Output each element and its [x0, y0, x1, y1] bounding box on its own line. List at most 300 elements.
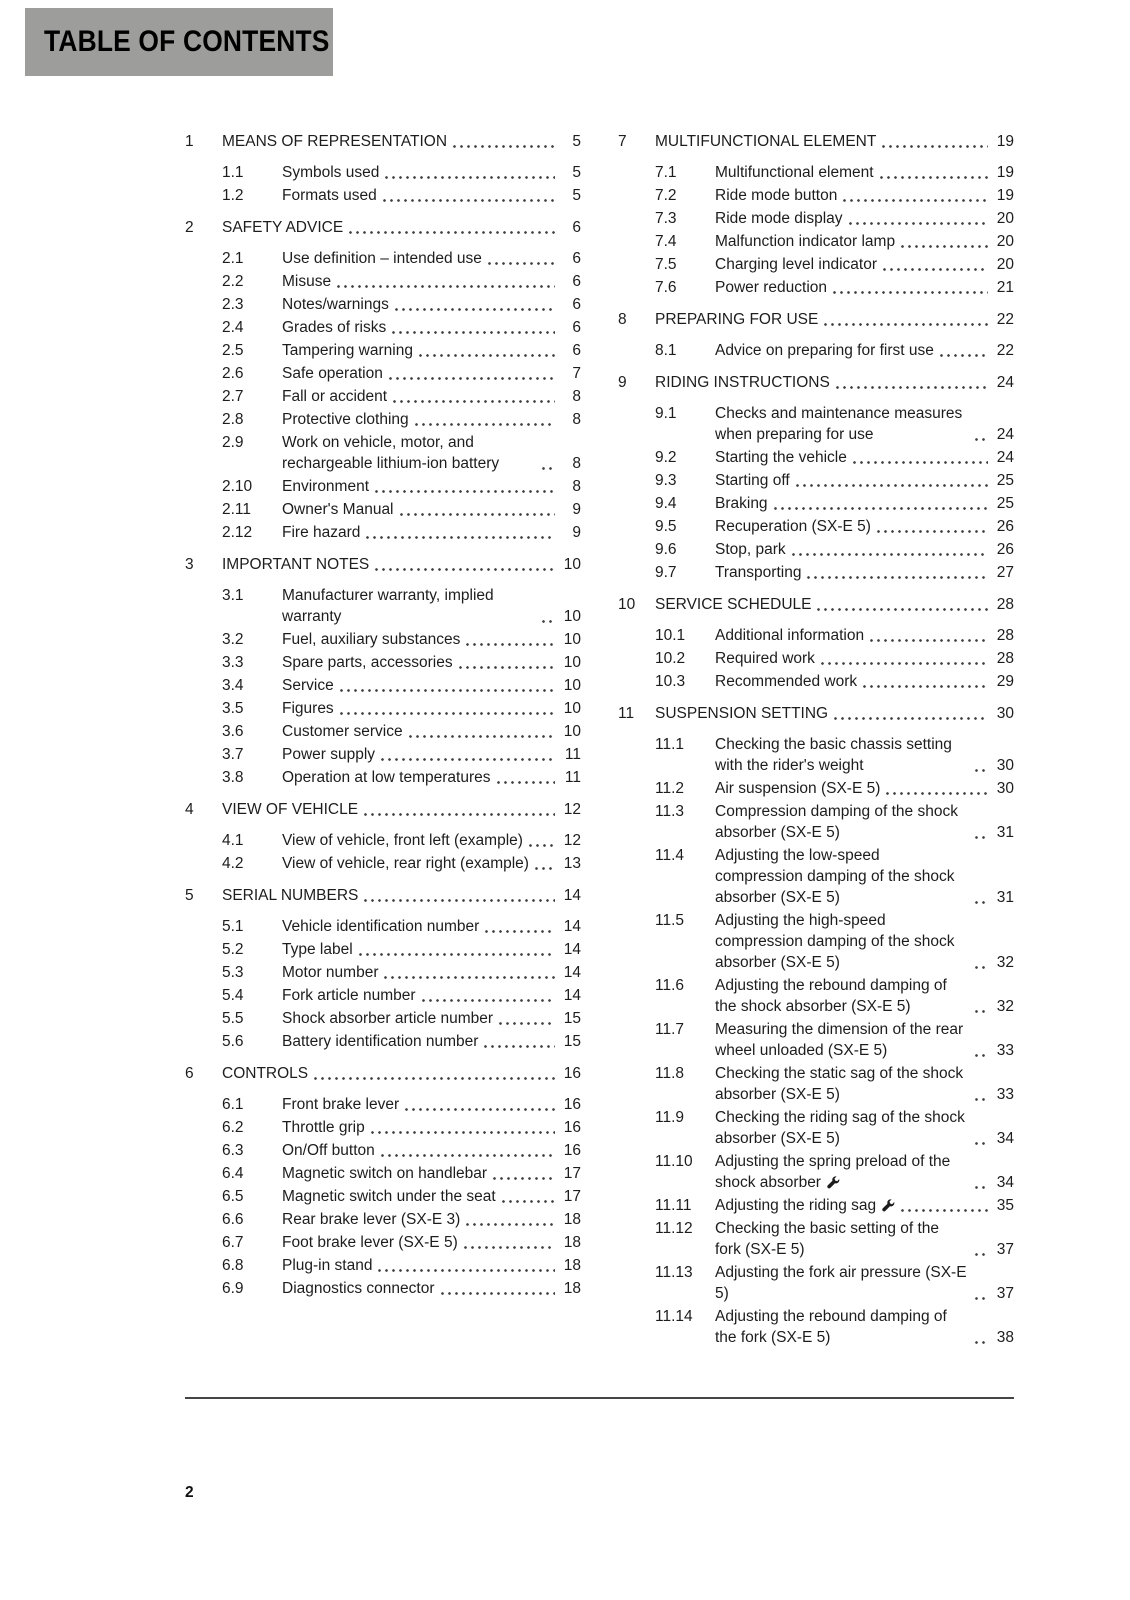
entry-number: 3.5 — [222, 700, 244, 717]
entry-page-number: 12 — [563, 832, 581, 849]
entry-page-number: 33 — [996, 1042, 1014, 1059]
dot-leader — [383, 975, 555, 980]
entry-number: 7.4 — [655, 233, 677, 250]
dot-leader — [773, 506, 988, 511]
entry-title: Manufacturer warranty, implied warranty — [282, 587, 494, 625]
dot-leader — [380, 1153, 555, 1158]
toc-sub-entry — [185, 1209, 581, 1230]
entry-title: Power supply — [282, 746, 376, 763]
dot-leader — [974, 900, 988, 905]
entry-page-number: 10 — [563, 556, 581, 573]
dot-leader — [394, 307, 555, 312]
dot-leader — [848, 221, 988, 226]
entry-title: Checking the basic setting of the fork (SX-E 5) — [715, 1220, 940, 1258]
entry-number: 3.3 — [222, 654, 244, 671]
entry-number: 1 — [185, 133, 194, 150]
toc-sub-entry — [618, 801, 1014, 843]
page-number: 2 — [185, 1484, 194, 1501]
entry-page-number: 17 — [563, 1165, 581, 1182]
entry-title: Compression damping of the shock absorber (SX-E 5) — [715, 803, 958, 841]
dot-leader — [484, 929, 555, 934]
entry-title: Environment — [282, 478, 370, 495]
toc-sub-entry — [618, 470, 1014, 491]
toc-chapter-entry — [185, 799, 581, 820]
entry-title: Diagnostics connector — [282, 1280, 435, 1297]
dot-leader — [820, 661, 988, 666]
entry-number: 4.2 — [222, 855, 244, 872]
dot-leader — [852, 460, 988, 465]
toc-sub-entry — [185, 162, 581, 183]
entry-title: Fork article number — [282, 987, 416, 1004]
entry-page-number: 24 — [996, 426, 1014, 443]
entry-title: View of vehicle, rear right (example) — [282, 855, 529, 872]
wrench-icon — [825, 1174, 840, 1191]
entry-number: 9.1 — [655, 405, 677, 422]
dot-leader — [492, 1176, 555, 1181]
entry-number: 3 — [185, 556, 194, 573]
dot-leader — [382, 198, 555, 203]
toc-sub-entry — [185, 185, 581, 206]
toc-sub-entry — [618, 1107, 1014, 1149]
entry-title: MULTIFUNCTIONAL ELEMENT — [655, 133, 877, 150]
dot-leader — [391, 330, 555, 335]
entry-title: Type label — [282, 941, 353, 958]
entry-number: 4 — [185, 801, 194, 818]
entry-title: Service — [282, 677, 334, 694]
entry-title: Malfunction indicator lamp — [715, 233, 896, 250]
dot-leader — [974, 1252, 988, 1257]
entry-number: 9.7 — [655, 564, 677, 581]
entry-page-number: 14 — [563, 941, 581, 958]
entry-number: 5 — [185, 887, 194, 904]
entry-title: Charging level indicator — [715, 256, 877, 273]
toc-sub-entry — [618, 845, 1014, 908]
entry-page-number: 12 — [563, 801, 581, 818]
toc-sub-entry — [185, 962, 581, 983]
toc-sub-entry — [185, 476, 581, 497]
entry-page-number: 17 — [563, 1188, 581, 1205]
entry-page-number: 6 — [572, 219, 581, 236]
entry-title: Magnetic switch on handlebar — [282, 1165, 488, 1182]
entry-page-number: 10 — [563, 608, 581, 625]
entry-number: 6 — [185, 1065, 194, 1082]
dot-leader — [380, 757, 555, 762]
entry-page-number: 29 — [996, 673, 1014, 690]
entry-page-number: 14 — [563, 918, 581, 935]
toc-sub-entry — [618, 910, 1014, 973]
entry-title: Throttle grip — [282, 1119, 365, 1136]
dot-leader — [541, 619, 555, 624]
entry-page-number: 8 — [572, 455, 581, 472]
toc-sub-entry — [185, 744, 581, 765]
dot-leader — [900, 244, 988, 249]
entry-page-number: 28 — [996, 627, 1014, 644]
entry-number: 5.1 — [222, 918, 244, 935]
entry-title: Measuring the dimension of the rear wheel unloaded (SX-E 5) — [715, 1021, 964, 1059]
entry-number: 10.2 — [655, 650, 686, 667]
entry-title: Front brake lever — [282, 1096, 400, 1113]
dot-leader — [313, 1076, 555, 1081]
entry-title: Battery identification number — [282, 1033, 479, 1050]
toc-sub-entry — [185, 1031, 581, 1052]
entry-title: Owner's Manual — [282, 501, 394, 518]
entry-number: 11.11 — [655, 1197, 692, 1214]
dot-leader — [939, 353, 988, 358]
entry-title: Adjusting the rebound damping of the shock absorber (SX-E 5) — [715, 977, 947, 1015]
entry-title: RIDING INSTRUCTIONS — [655, 374, 830, 391]
entry-number: 11.1 — [655, 736, 685, 753]
dot-leader — [365, 535, 555, 540]
entry-page-number: 34 — [996, 1130, 1014, 1147]
toc-sub-entry — [185, 1117, 581, 1138]
toc-sub-entry — [618, 562, 1014, 583]
dot-leader — [392, 399, 555, 404]
dot-leader — [974, 1296, 988, 1301]
entry-title: Required work — [715, 650, 815, 667]
dot-leader — [879, 175, 988, 180]
toc-sub-entry — [185, 248, 581, 269]
dot-leader — [795, 483, 988, 488]
dot-leader — [816, 607, 988, 612]
entry-page-number: 6 — [572, 250, 581, 267]
entry-page-number: 32 — [996, 998, 1014, 1015]
entry-number: 10 — [618, 596, 636, 613]
entry-number: 11.9 — [655, 1109, 685, 1126]
toc-sub-entry — [185, 1232, 581, 1253]
entry-title: Starting the vehicle — [715, 449, 847, 466]
dot-leader — [974, 1340, 988, 1345]
dot-leader — [791, 552, 988, 557]
entry-title: Adjusting the high-speed compression damping of the shock absorber (SX-E 5) — [715, 912, 955, 971]
entry-number: 11.2 — [655, 780, 685, 797]
dot-leader — [862, 684, 988, 689]
table-of-contents — [185, 131, 1014, 1350]
entry-title: Adjusting the low-speed compression damping of the shock absorber (SX-E 5) — [715, 847, 955, 906]
entry-number: 2.11 — [222, 501, 252, 518]
entry-number: 3.2 — [222, 631, 244, 648]
entry-page-number: 6 — [572, 319, 581, 336]
entry-page-number: 10 — [563, 677, 581, 694]
entry-page-number: 33 — [996, 1086, 1014, 1103]
entry-page-number: 31 — [996, 889, 1014, 906]
toc-sub-entry — [185, 1186, 581, 1207]
toc-sub-entry — [185, 1255, 581, 1276]
entry-title: Plug-in stand — [282, 1257, 373, 1274]
entry-number: 2.6 — [222, 365, 244, 382]
entry-title: Misuse — [282, 273, 332, 290]
entry-number: 6.8 — [222, 1257, 244, 1274]
dot-leader — [483, 1044, 555, 1049]
toc-sub-entry — [185, 675, 581, 696]
entry-number: 7.2 — [655, 187, 677, 204]
entry-title: Symbols used — [282, 164, 380, 181]
entry-number: 2 — [185, 219, 194, 236]
entry-number: 6.2 — [222, 1119, 244, 1136]
dot-leader — [974, 1185, 988, 1190]
entry-page-number: 26 — [996, 541, 1014, 558]
toc-sub-entry — [618, 539, 1014, 560]
entry-page-number: 31 — [996, 824, 1014, 841]
dot-leader — [418, 353, 555, 358]
toc-sub-entry — [185, 853, 581, 874]
entry-number: 3.8 — [222, 769, 244, 786]
entry-page-number: 22 — [996, 311, 1014, 328]
entry-number: 1.1 — [222, 164, 244, 181]
toc-sub-entry — [618, 231, 1014, 252]
entry-number: 7.3 — [655, 210, 677, 227]
entry-number: 2.3 — [222, 296, 244, 313]
entry-title: Multifunctional element — [715, 164, 874, 181]
entry-page-number: 5 — [572, 187, 581, 204]
entry-page-number: 6 — [572, 296, 581, 313]
entry-page-number: 18 — [563, 1234, 581, 1251]
toc-chapter-entry — [185, 1063, 581, 1084]
entry-page-number: 28 — [996, 650, 1014, 667]
toc-sub-entry — [185, 363, 581, 384]
dot-leader — [498, 1021, 555, 1026]
entry-title: IMPORTANT NOTES — [222, 556, 370, 573]
dot-leader — [974, 1097, 988, 1102]
entry-title: Notes/warnings — [282, 296, 389, 313]
entry-title: Air suspension (SX-E 5) — [715, 780, 881, 797]
toc-sub-entry — [185, 985, 581, 1006]
entry-number: 7.6 — [655, 279, 677, 296]
entry-title: Operation at low temperatures — [282, 769, 491, 786]
toc-chapter-entry — [185, 885, 581, 906]
toc-sub-entry — [618, 277, 1014, 298]
dot-leader — [974, 768, 988, 773]
toc-sub-entry — [185, 499, 581, 520]
entry-title: Ride mode display — [715, 210, 843, 227]
entry-page-number: 16 — [563, 1096, 581, 1113]
dot-leader — [414, 422, 555, 427]
entry-title: Checking the basic chassis setting with the rider's weight — [715, 736, 952, 774]
toc-chapter-entry — [618, 594, 1014, 615]
dot-leader — [440, 1291, 556, 1296]
dot-leader — [876, 529, 988, 534]
entry-number: 11.14 — [655, 1308, 693, 1325]
entry-page-number: 28 — [996, 596, 1014, 613]
toc-sub-entry — [185, 1140, 581, 1161]
entry-page-number: 18 — [563, 1211, 581, 1228]
entry-number: 4.1 — [222, 832, 244, 849]
toc-sub-entry — [185, 1163, 581, 1184]
entry-page-number: 16 — [563, 1142, 581, 1159]
entry-title: SAFETY ADVICE — [222, 219, 344, 236]
dot-leader — [528, 843, 555, 848]
entry-page-number: 19 — [996, 164, 1014, 181]
entry-page-number: 16 — [563, 1065, 581, 1082]
toc-sub-entry — [618, 671, 1014, 692]
entry-page-number: 20 — [996, 233, 1014, 250]
dot-leader — [384, 175, 555, 180]
entry-page-number: 21 — [996, 279, 1014, 296]
toc-sub-entry — [618, 734, 1014, 776]
toc-sub-entry — [618, 648, 1014, 669]
entry-number: 9 — [618, 374, 627, 391]
dot-leader — [534, 866, 555, 871]
entry-page-number: 11 — [564, 746, 581, 763]
toc-sub-entry — [618, 1019, 1014, 1061]
toc-sub-entry — [185, 1008, 581, 1029]
dot-leader — [363, 812, 555, 817]
toc-chapter-entry — [618, 703, 1014, 724]
toc-sub-entry — [185, 652, 581, 673]
entry-title: Fall or accident — [282, 388, 388, 405]
entry-number: 2.9 — [222, 434, 244, 451]
toc-sub-entry — [618, 1306, 1014, 1348]
dot-leader — [458, 665, 555, 670]
entry-number: 11.8 — [655, 1065, 685, 1082]
toc-sub-entry — [185, 1278, 581, 1299]
entry-number: 9.4 — [655, 495, 677, 512]
entry-number: 7.5 — [655, 256, 677, 273]
entry-number: 11 — [618, 705, 635, 722]
entry-title: Stop, park — [715, 541, 786, 558]
entry-number: 6.1 — [222, 1096, 244, 1113]
entry-page-number: 5 — [572, 133, 581, 150]
toc-sub-entry — [618, 778, 1014, 799]
dot-leader — [339, 688, 555, 693]
dot-leader — [869, 638, 988, 643]
entry-number: 11.7 — [655, 1021, 685, 1038]
dot-leader — [974, 1053, 988, 1058]
entry-page-number: 38 — [996, 1329, 1014, 1346]
entry-page-number: 19 — [996, 133, 1014, 150]
entry-title: Protective clothing — [282, 411, 409, 428]
entry-page-number: 15 — [563, 1010, 581, 1027]
toc-sub-entry — [185, 294, 581, 315]
toc-sub-entry — [618, 185, 1014, 206]
entry-page-number: 10 — [563, 631, 581, 648]
dot-leader — [388, 376, 555, 381]
toc-sub-entry — [618, 254, 1014, 275]
entry-title: Recommended work — [715, 673, 858, 690]
entry-number: 11.4 — [655, 847, 685, 864]
entry-title: Spare parts, accessories — [282, 654, 453, 671]
toc-column-left — [185, 131, 581, 1350]
entry-page-number: 10 — [563, 700, 581, 717]
toc-sub-entry — [185, 721, 581, 742]
entry-page-number: 7 — [572, 365, 581, 382]
entry-number: 1.2 — [222, 187, 244, 204]
entry-number: 10.3 — [655, 673, 686, 690]
entry-title: Adjusting the rebound damping of the fork (SX-E 5) — [715, 1308, 947, 1346]
dot-leader — [832, 290, 988, 295]
dot-leader — [452, 144, 555, 149]
entry-number: 2.5 — [222, 342, 244, 359]
entry-number: 3.6 — [222, 723, 244, 740]
dot-leader — [974, 437, 988, 442]
entry-page-number: 5 — [572, 164, 581, 181]
toc-sub-entry — [618, 447, 1014, 468]
entry-number: 10.1 — [655, 627, 686, 644]
entry-page-number: 24 — [996, 374, 1014, 391]
entry-title: Checking the riding sag of the shock absorber (SX-E 5) — [715, 1109, 965, 1147]
dot-leader — [348, 230, 555, 235]
entry-page-number: 13 — [563, 855, 581, 872]
dot-leader — [974, 1141, 988, 1146]
entry-number: 6.5 — [222, 1188, 244, 1205]
entry-title: Figures — [282, 700, 334, 717]
page-title: TABLE OF CONTENTS — [44, 25, 330, 58]
entry-number: 9.5 — [655, 518, 677, 535]
dot-leader — [399, 512, 555, 517]
entry-page-number: 32 — [996, 954, 1014, 971]
dot-leader — [374, 567, 555, 572]
entry-page-number: 8 — [572, 478, 581, 495]
toc-sub-entry — [185, 629, 581, 650]
toc-sub-entry — [185, 939, 581, 960]
entry-page-number: 30 — [996, 757, 1014, 774]
entry-page-number: 10 — [563, 654, 581, 671]
dot-leader — [363, 898, 555, 903]
entry-page-number: 27 — [996, 564, 1014, 581]
dot-leader — [408, 734, 555, 739]
entry-title: View of vehicle, front left (example) — [282, 832, 523, 849]
dot-leader — [541, 466, 555, 471]
entry-page-number: 16 — [563, 1119, 581, 1136]
toc-sub-entry — [618, 1063, 1014, 1105]
dot-leader — [501, 1199, 555, 1204]
entry-title: Shock absorber article number — [282, 1010, 494, 1027]
entry-number: 5.6 — [222, 1033, 244, 1050]
entry-number: 11.3 — [655, 803, 685, 820]
entry-number: 2.7 — [222, 388, 244, 405]
entry-page-number: 9 — [572, 524, 581, 541]
entry-title: Braking — [715, 495, 768, 512]
entry-title: Safe operation — [282, 365, 383, 382]
toc-sub-entry — [618, 1151, 1014, 1193]
entry-number: 5.3 — [222, 964, 244, 981]
toc-sub-entry — [185, 1094, 581, 1115]
entry-title: Fuel, auxiliary substances — [282, 631, 461, 648]
entry-title: On/Off button — [282, 1142, 375, 1159]
entry-title: PREPARING FOR USE — [655, 311, 819, 328]
entry-number: 6.6 — [222, 1211, 244, 1228]
entry-number: 3.1 — [222, 587, 244, 604]
toc-chapter-entry — [185, 554, 581, 575]
entry-number: 11.5 — [655, 912, 685, 929]
entry-page-number: 30 — [996, 705, 1014, 722]
entry-page-number: 25 — [996, 472, 1014, 489]
entry-number: 5.4 — [222, 987, 244, 1004]
entry-page-number: 18 — [563, 1280, 581, 1297]
dot-leader — [465, 642, 555, 647]
entry-number: 9.2 — [655, 449, 677, 466]
entry-title: Customer service — [282, 723, 403, 740]
toc-sub-entry — [618, 1218, 1014, 1260]
entry-title: Checking the static sag of the shock absorber (SX-E 5) — [715, 1065, 964, 1103]
entry-title: Adjusting the fork air pressure (SX-E 5) — [715, 1264, 967, 1302]
entry-title: Work on vehicle, motor, and rechargeable lithium-ion battery — [282, 434, 500, 472]
entry-page-number: 8 — [572, 411, 581, 428]
wrench-icon — [880, 1197, 895, 1214]
toc-chapter-entry — [185, 217, 581, 238]
entry-title: Transporting — [715, 564, 802, 581]
entry-page-number: 37 — [996, 1285, 1014, 1302]
toc-sub-entry — [185, 386, 581, 407]
dot-leader — [465, 1222, 555, 1227]
footer-rule — [185, 1397, 1014, 1399]
entry-title: MEANS OF REPRESENTATION — [222, 133, 448, 150]
entry-number: 11.6 — [655, 977, 685, 994]
dot-leader — [823, 322, 988, 327]
entry-number: 8 — [618, 311, 627, 328]
toc-sub-entry — [618, 1262, 1014, 1304]
dot-leader — [336, 284, 555, 289]
entry-title: Power reduction — [715, 279, 828, 296]
